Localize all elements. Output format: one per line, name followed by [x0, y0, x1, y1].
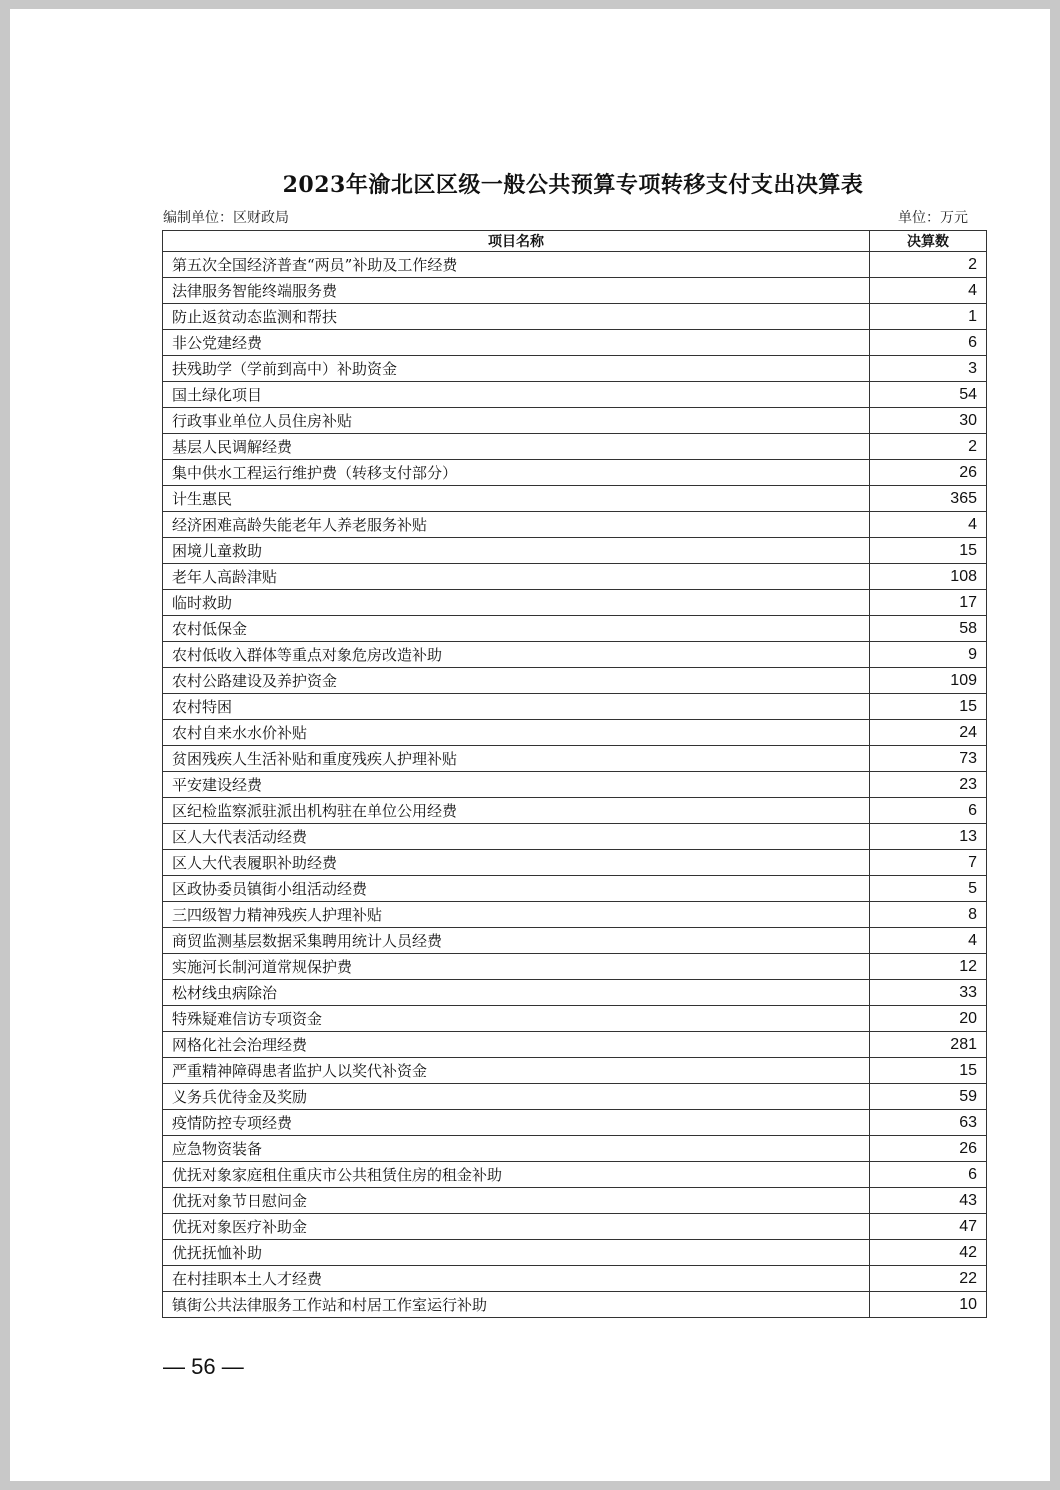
row-item-name: 农村特困: [163, 694, 870, 720]
budget-table: [162, 230, 987, 1318]
table-row: [163, 356, 987, 382]
table-row: [163, 382, 987, 408]
page-number: — 56 —: [163, 1354, 244, 1379]
row-item-name: 网格化社会治理经费: [163, 1032, 870, 1058]
row-item-value: 26: [870, 1136, 987, 1162]
row-item-name: 第五次全国经济普查“两员”补助及工作经费: [163, 252, 870, 278]
row-item-name: 农村自来水水价补贴: [163, 720, 870, 746]
row-item-name: 防止返贫动态监测和帮扶: [163, 304, 870, 330]
row-item-value: 24: [870, 720, 987, 746]
row-item-value: 12: [870, 954, 987, 980]
table-row: [163, 954, 987, 980]
row-item-name: 非公党建经费: [163, 330, 870, 356]
table-row: [163, 1162, 987, 1188]
row-item-name: 计生惠民: [163, 486, 870, 512]
row-item-name: 区纪检监察派驻派出机构驻在单位公用经费: [163, 798, 870, 824]
table-row: [163, 1266, 987, 1292]
table-row: [163, 668, 987, 694]
row-item-value: 30: [870, 408, 987, 434]
row-item-name: 在村挂职本土人才经费: [163, 1266, 870, 1292]
row-item-value: 22: [870, 1266, 987, 1292]
row-item-value: 73: [870, 746, 987, 772]
table-row: [163, 434, 987, 460]
row-item-name: 扶残助学（学前到高中）补助资金: [163, 356, 870, 382]
table-row: [163, 1292, 987, 1318]
row-item-name: 疫情防控专项经费: [163, 1110, 870, 1136]
row-item-value: 20: [870, 1006, 987, 1032]
row-item-value: 10: [870, 1292, 987, 1318]
page-title: 2023年渝北区区级一般公共预算专项转移支付支出决算表: [282, 172, 864, 198]
table-row: [163, 642, 987, 668]
row-item-value: 4: [870, 928, 987, 954]
row-item-value: 9: [870, 642, 987, 668]
row-item-value: 6: [870, 1162, 987, 1188]
row-item-value: 2: [870, 252, 987, 278]
row-item-name: 老年人高龄津贴: [163, 564, 870, 590]
row-item-name: 应急物资装备: [163, 1136, 870, 1162]
row-item-value: 58: [870, 616, 987, 642]
table-row: [163, 408, 987, 434]
row-item-value: 54: [870, 382, 987, 408]
row-item-value: 8: [870, 902, 987, 928]
row-item-value: 13: [870, 824, 987, 850]
table-row: [163, 720, 987, 746]
row-item-value: 42: [870, 1240, 987, 1266]
row-item-name: 优抚对象节日慰问金: [163, 1188, 870, 1214]
row-item-name: 困境儿童救助: [163, 538, 870, 564]
row-item-value: 63: [870, 1110, 987, 1136]
table-row: [163, 1136, 987, 1162]
row-item-name: 平安建设经费: [163, 772, 870, 798]
row-item-name: 法律服务智能终端服务费: [163, 278, 870, 304]
row-item-name: 区人大代表履职补助经费: [163, 850, 870, 876]
table-row: [163, 512, 987, 538]
table-row: [163, 1084, 987, 1110]
row-item-name: 临时救助: [163, 590, 870, 616]
row-item-value: 3: [870, 356, 987, 382]
column-header-value: 决算数: [870, 231, 987, 252]
row-item-name: 特殊疑难信访专项资金: [163, 1006, 870, 1032]
row-item-value: 6: [870, 330, 987, 356]
row-item-name: 基层人民调解经费: [163, 434, 870, 460]
row-item-value: 15: [870, 694, 987, 720]
table-row: [163, 538, 987, 564]
row-item-value: 17: [870, 590, 987, 616]
row-item-name: 国土绿化项目: [163, 382, 870, 408]
table-row: [163, 1110, 987, 1136]
table-row: [163, 1188, 987, 1214]
row-item-value: 281: [870, 1032, 987, 1058]
row-item-value: 33: [870, 980, 987, 1006]
table-row: [163, 278, 987, 304]
table-row: [163, 252, 987, 278]
table-row: [163, 304, 987, 330]
row-item-name: 镇街公共法律服务工作站和村居工作室运行补助: [163, 1292, 870, 1318]
row-item-value: 15: [870, 1058, 987, 1084]
row-item-name: 农村公路建设及养护资金: [163, 668, 870, 694]
row-item-value: 26: [870, 460, 987, 486]
table-row: [163, 746, 987, 772]
row-item-value: 7: [870, 850, 987, 876]
table-row: [163, 694, 987, 720]
table-row: [163, 772, 987, 798]
row-item-value: 1: [870, 304, 987, 330]
row-item-value: 59: [870, 1084, 987, 1110]
table-row: [163, 928, 987, 954]
row-item-name: 商贸监测基层数据采集聘用统计人员经费: [163, 928, 870, 954]
table-row: [163, 564, 987, 590]
table-row: [163, 616, 987, 642]
row-item-value: 108: [870, 564, 987, 590]
row-item-value: 15: [870, 538, 987, 564]
table-row: [163, 1006, 987, 1032]
row-item-name: 农村低保金: [163, 616, 870, 642]
table-row: [163, 590, 987, 616]
row-item-name: 贫困残疾人生活补贴和重度残疾人护理补贴: [163, 746, 870, 772]
table-header-row: [163, 231, 987, 252]
row-item-value: 365: [870, 486, 987, 512]
row-item-name: 行政事业单位人员住房补贴: [163, 408, 870, 434]
row-item-name: 区人大代表活动经费: [163, 824, 870, 850]
row-item-value: 47: [870, 1214, 987, 1240]
row-item-name: 优抚抚恤补助: [163, 1240, 870, 1266]
table-row: [163, 824, 987, 850]
row-item-value: 4: [870, 512, 987, 538]
table-row: [163, 876, 987, 902]
row-item-name: 松材线虫病除治: [163, 980, 870, 1006]
row-item-value: 109: [870, 668, 987, 694]
table-row: [163, 902, 987, 928]
table-row: [163, 486, 987, 512]
table-row: [163, 850, 987, 876]
row-item-name: 经济困难高龄失能老年人养老服务补贴: [163, 512, 870, 538]
row-item-name: 义务兵优待金及奖励: [163, 1084, 870, 1110]
row-item-value: 43: [870, 1188, 987, 1214]
row-item-value: 2: [870, 434, 987, 460]
row-item-value: 5: [870, 876, 987, 902]
row-item-name: 严重精神障碍患者监护人以奖代补资金: [163, 1058, 870, 1084]
row-item-name: 优抚对象医疗补助金: [163, 1214, 870, 1240]
table-row: [163, 798, 987, 824]
row-item-value: 6: [870, 798, 987, 824]
row-item-name: 农村低收入群体等重点对象危房改造补助: [163, 642, 870, 668]
row-item-value: 23: [870, 772, 987, 798]
table-row: [163, 1214, 987, 1240]
row-item-name: 优抚对象家庭租住重庆市公共租赁住房的租金补助: [163, 1162, 870, 1188]
column-header-name: 项目名称: [163, 231, 870, 252]
table-row: [163, 980, 987, 1006]
row-item-name: 区政协委员镇街小组活动经费: [163, 876, 870, 902]
table-body: [163, 252, 987, 1318]
compiler-label: 编制单位：区财政局: [163, 210, 289, 226]
row-item-name: 集中供水工程运行维护费（转移支付部分）: [163, 460, 870, 486]
unit-label: 单位：万元: [898, 210, 968, 226]
table-row: [163, 1058, 987, 1084]
row-item-name: 三四级智力精神残疾人护理补贴: [163, 902, 870, 928]
table-row: [163, 330, 987, 356]
table-row: [163, 1240, 987, 1266]
row-item-value: 4: [870, 278, 987, 304]
row-item-name: 实施河长制河道常规保护费: [163, 954, 870, 980]
table-row: [163, 460, 987, 486]
table-row: [163, 1032, 987, 1058]
